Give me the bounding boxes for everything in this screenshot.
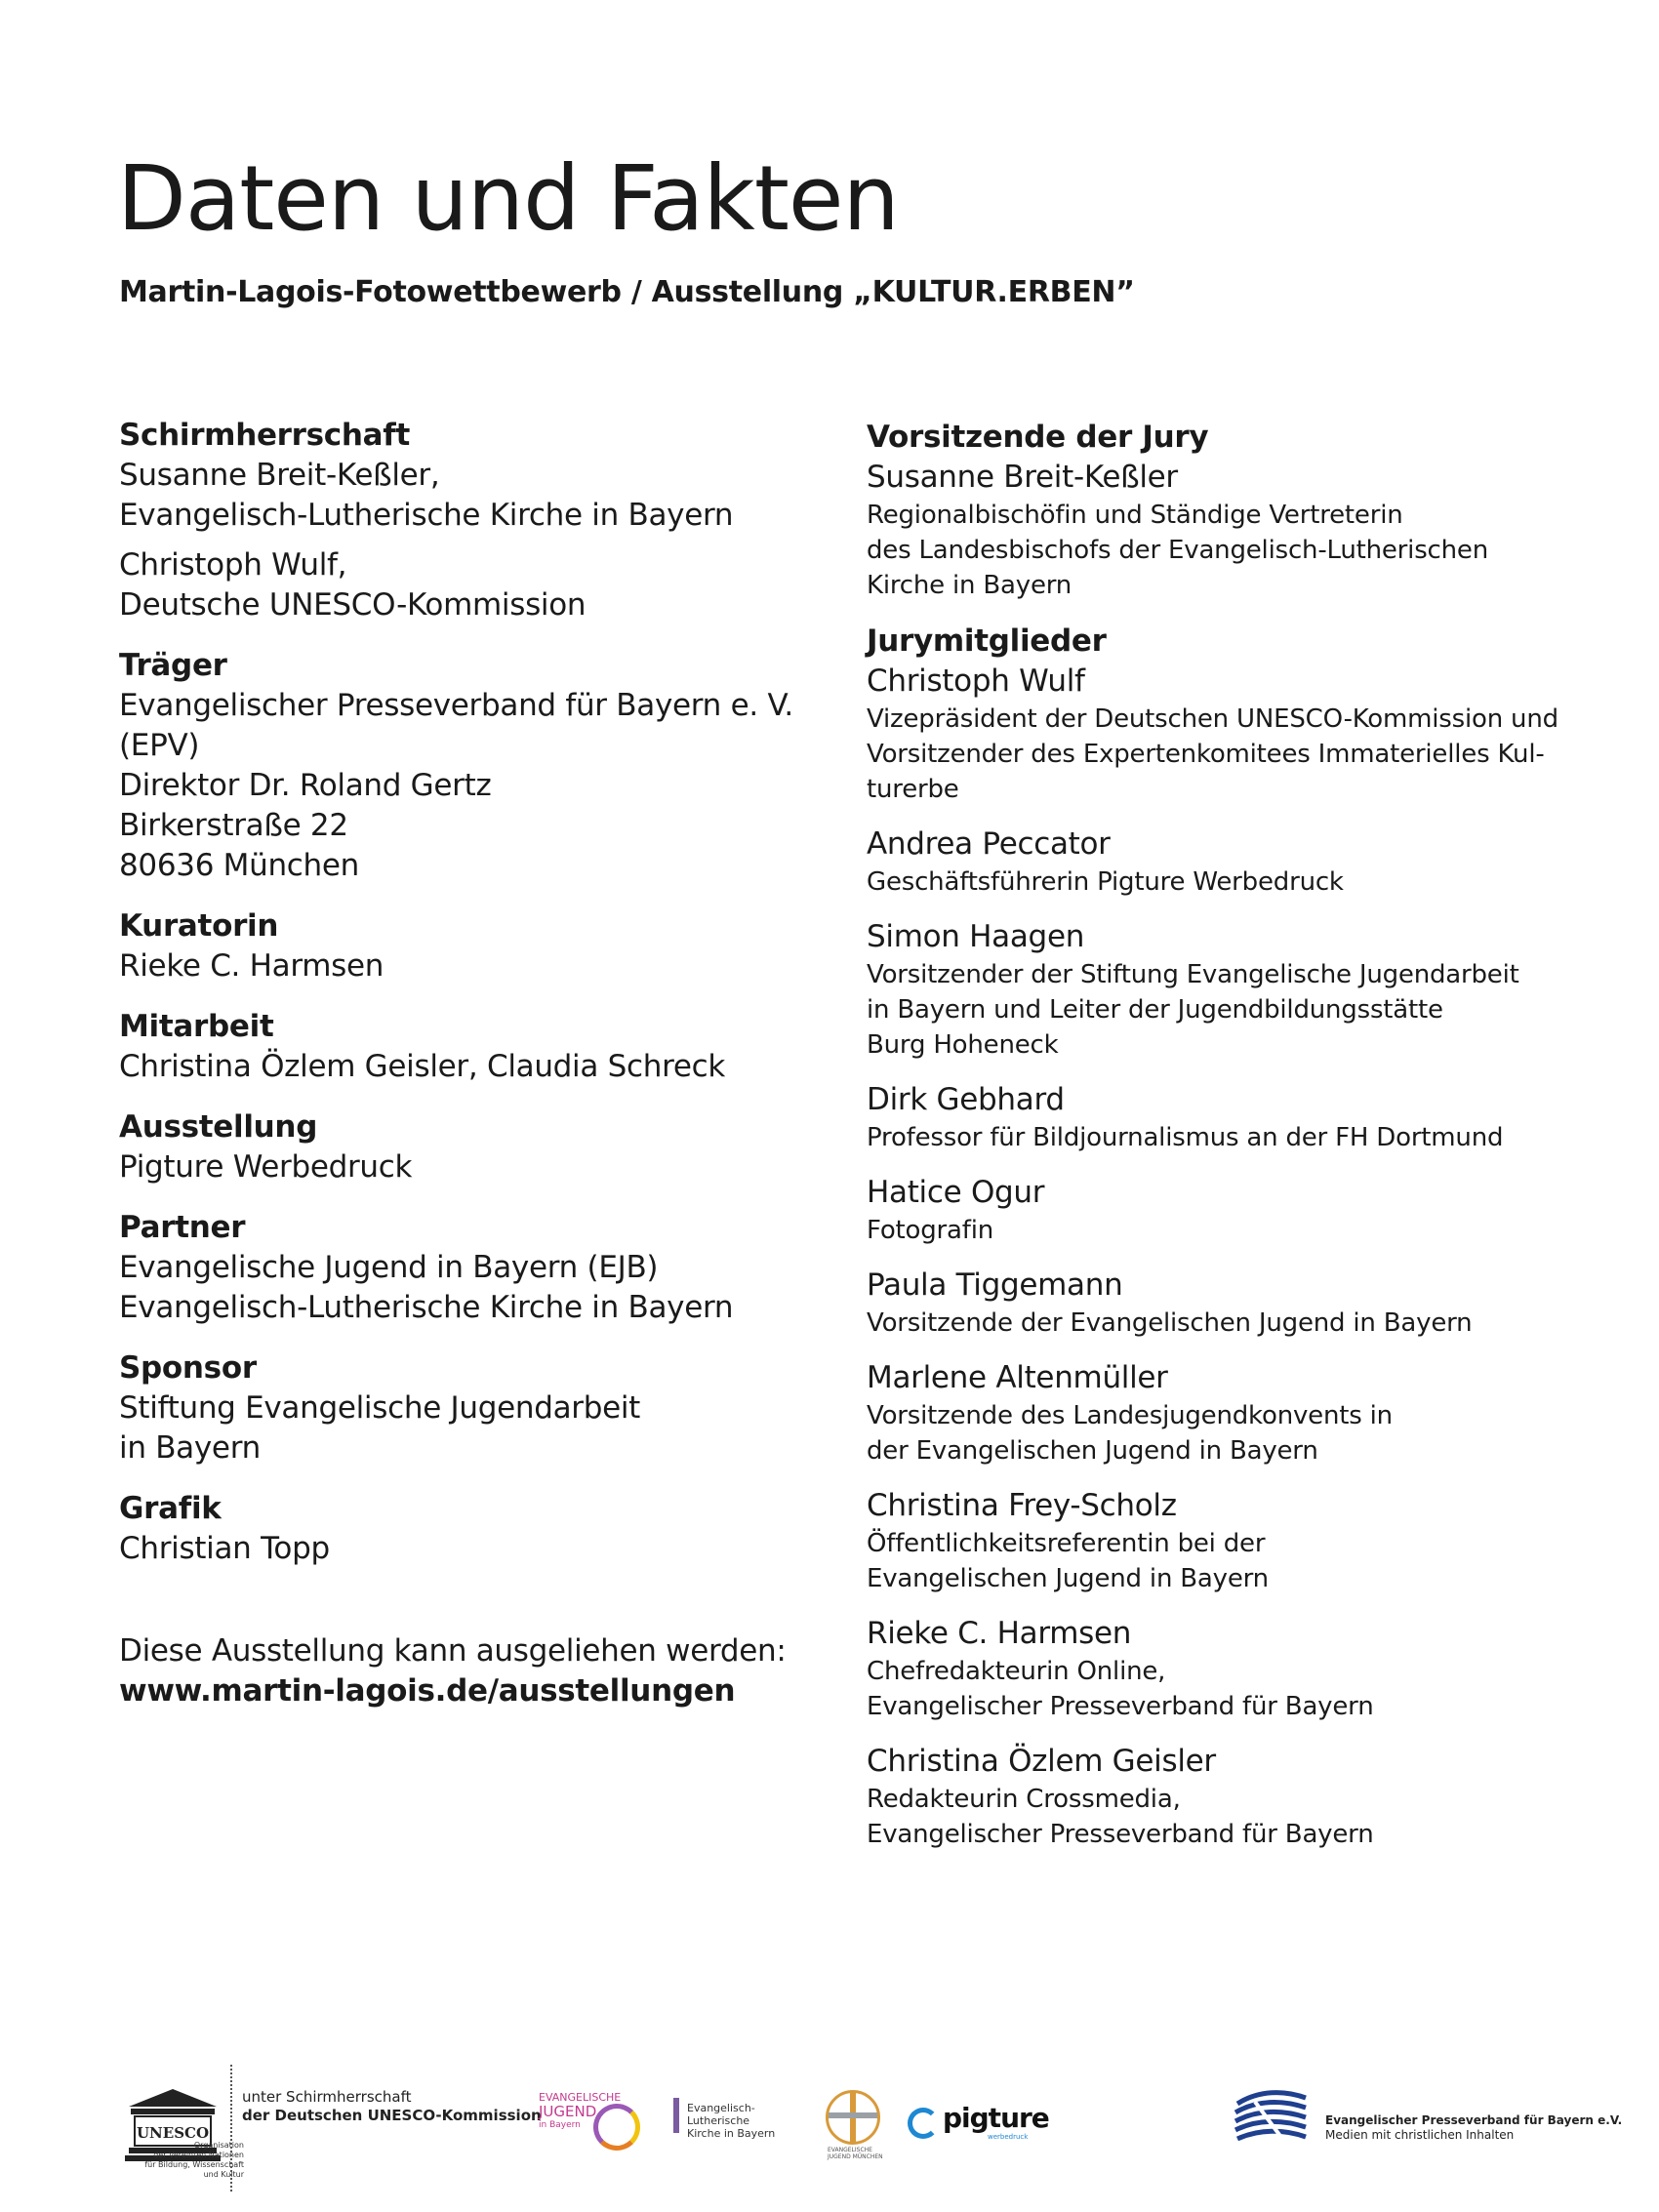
text-line: JUGEND MÜNCHEN — [828, 2153, 883, 2160]
member-desc: Geschäftsführerin Pigture Werbedruck — [867, 867, 1344, 897]
member-desc: des Landesbischofs der Evangelisch-Lutherischen — [867, 536, 1488, 565]
logo-bar — [0, 2049, 1659, 2195]
text-line: Kirche in Bayern — [687, 2127, 776, 2140]
member-desc: Vorsitzender der Stiftung Evangelische Jugendarbeit — [867, 960, 1519, 989]
text-line: Stiftung Evangelische Jugendarbeit — [119, 1390, 641, 1426]
epv-wave-icon — [1232, 2082, 1310, 2154]
member-name: Susanne Breit-Keßler — [867, 460, 1178, 495]
text-line: EVANGELISCHE — [828, 2147, 872, 2153]
member-desc: Evangelischen Jugend in Bayern — [867, 1564, 1269, 1593]
text-line: Evangelisch-Lutherische Kirche in Bayern — [119, 498, 734, 533]
text-line: Birkerstraße 22 — [119, 808, 348, 843]
member-desc: der Evangelischen Jugend in Bayern — [867, 1436, 1318, 1466]
cross-bar — [829, 2112, 877, 2118]
text-line: und Kultur — [203, 2170, 244, 2179]
jury-member — [867, 824, 1589, 900]
patronage-text — [242, 2088, 542, 2125]
text-line: Susanne Breit-Keßler, — [119, 458, 440, 493]
text-line: Evangelische Jugend in Bayern (EJB) — [119, 1250, 659, 1285]
member-desc: Kirche in Bayern — [867, 571, 1072, 600]
section-partner — [119, 1207, 841, 1328]
member-desc: Evangelischer Presseverband für Bayern — [867, 1692, 1374, 1721]
section-heading: Träger — [119, 648, 227, 683]
text-line: in Bayern — [539, 2120, 581, 2130]
unesco-caption — [107, 2141, 244, 2180]
member-desc: turerbe — [867, 775, 959, 804]
text-line: Evangelischer Presseverband für Bayern e.V. — [1325, 2113, 1623, 2127]
text-line: Medien mit christlichen Inhalten — [1325, 2128, 1515, 2142]
epv-text — [1325, 2113, 1622, 2143]
jury-member — [867, 1173, 1589, 1248]
elkb-bar-icon — [673, 2098, 679, 2133]
patron-1 — [119, 456, 841, 536]
section-heading: Partner — [119, 1210, 246, 1245]
pigture-logo: pigture — [943, 2102, 1049, 2134]
jury-member — [867, 917, 1589, 1063]
pigture-icon — [908, 2108, 939, 2139]
exhibition-link[interactable]: www.martin-lagois.de/ausstellungen — [119, 1673, 736, 1709]
pigture-sub: werbedruck — [988, 2133, 1029, 2141]
text-line: in Bayern — [119, 1430, 261, 1466]
unesco-word: UNESCO — [136, 2124, 210, 2142]
member-desc: Fotografin — [867, 1216, 994, 1245]
member-desc: Regionalbischöfin und Ständige Vertreterin — [867, 501, 1403, 530]
text-line: Direktor Dr. Roland Gertz — [119, 768, 492, 803]
member-name: Christina Frey-Scholz — [867, 1488, 1177, 1523]
member-name: Christina Özlem Geisler — [867, 1744, 1216, 1779]
text-line: Evangelischer Presseverband für Bayern e. V. (EPV) — [119, 688, 793, 763]
elkb-text — [687, 2102, 804, 2140]
text-line: Christina Özlem Geisler, Claudia Schreck — [119, 1049, 726, 1084]
section-heading: Jurymitglieder — [867, 623, 1107, 659]
loan-note — [119, 1631, 787, 1711]
member-desc: Evangelischer Presseverband für Bayern — [867, 1820, 1374, 1849]
left-column — [119, 415, 841, 1589]
loan-note-text: Diese Ausstellung kann ausgeliehen werden: — [119, 1633, 787, 1669]
member-desc: Vorsitzende des Landesjugendkonvents in — [867, 1401, 1393, 1430]
section-grafik — [119, 1488, 841, 1569]
member-desc: Redakteurin Crossmedia, — [867, 1785, 1181, 1814]
member-desc: Burg Hoheneck — [867, 1030, 1059, 1060]
ejm-cross-icon — [826, 2090, 880, 2145]
ejm-text — [828, 2147, 896, 2160]
page-title: Daten und Fakten — [117, 146, 899, 251]
member-desc: Vorsitzende der Evangelischen Jugend in Bayern — [867, 1308, 1473, 1338]
member-name: Dirk Gebhard — [867, 1082, 1065, 1117]
jury-member — [867, 1742, 1589, 1852]
section-heading: Kuratorin — [119, 908, 279, 944]
jury-member — [867, 621, 1589, 807]
member-name: Marlene Altenmüller — [867, 1360, 1168, 1395]
text-line: Christian Topp — [119, 1531, 330, 1566]
member-name: Rieke C. Harmsen — [867, 1616, 1132, 1651]
section-jury-chair — [867, 417, 1589, 603]
section-heading: Ausstellung — [119, 1109, 318, 1145]
patron-2 — [119, 545, 841, 625]
text-line: Evangelisch-Lutherische Kirche in Bayern — [119, 1290, 734, 1325]
member-desc: in Bayern und Leiter der Jugendbildungsstätte — [867, 995, 1443, 1025]
jury-member — [867, 1080, 1589, 1155]
section-heading: Vorsitzende der Jury — [867, 420, 1209, 455]
member-desc: Vizepräsident der Deutschen UNESCO-Kommission und — [867, 704, 1558, 734]
member-desc: Vorsitzender des Expertenkomitees Immaterielles Kul- — [867, 740, 1545, 769]
page-subtitle: Martin-Lagois-Fotowettbewerb / Ausstellung „KULTUR.ERBEN” — [119, 275, 1135, 309]
section-traeger — [119, 645, 841, 886]
ej-circle-icon — [593, 2104, 640, 2151]
text-line: Pigture Werbedruck — [119, 1149, 413, 1185]
divider — [230, 2065, 232, 2192]
member-desc: Professor für Bildjournalismus an der FH Dortmund — [867, 1123, 1504, 1152]
member-name: Hatice Ogur — [867, 1175, 1045, 1210]
text-line: für Bildung, Wissenschaft — [144, 2160, 244, 2169]
right-column — [867, 417, 1589, 1870]
section-schirmherrschaft — [119, 415, 841, 625]
section-sponsor — [119, 1347, 841, 1468]
section-heading: Sponsor — [119, 1350, 257, 1386]
section-heading: Grafik — [119, 1491, 222, 1526]
text-line: der Vereinten Nationen — [153, 2151, 244, 2159]
section-kuratorin — [119, 905, 841, 986]
member-name: Andrea Peccator — [867, 826, 1111, 862]
section-mitarbeit — [119, 1006, 841, 1087]
member-name: Paula Tiggemann — [867, 1267, 1123, 1303]
jury-member — [867, 1614, 1589, 1724]
text-line: Christoph Wulf, — [119, 547, 347, 583]
text-line: der Deutschen UNESCO-Kommission — [242, 2107, 542, 2124]
member-name: Simon Haagen — [867, 919, 1085, 954]
member-name: Christoph Wulf — [867, 664, 1085, 699]
member-desc: Öffentlichkeitsreferentin bei der — [867, 1529, 1266, 1558]
section-heading: Mitarbeit — [119, 1009, 274, 1044]
jury-member — [867, 1358, 1589, 1468]
text-line: Rieke C. Harmsen — [119, 948, 384, 984]
text-line: Evangelisch-Lutherische — [687, 2102, 755, 2127]
section-heading: Schirmherrschaft — [119, 418, 410, 453]
section-ausstellung — [119, 1106, 841, 1187]
text-line: EVANGELISCHE — [539, 2091, 622, 2104]
text-line: Deutsche UNESCO-Kommission — [119, 587, 587, 623]
jury-member — [867, 1486, 1589, 1596]
text-line: unter Schirmherrschaft — [242, 2088, 412, 2106]
member-desc: Chefredakteurin Online, — [867, 1657, 1166, 1686]
text-line: 80636 München — [119, 848, 360, 883]
jury-member — [867, 1266, 1589, 1341]
text-line: JUGEND — [539, 2103, 597, 2120]
text-line: Organisation — [193, 2141, 244, 2150]
